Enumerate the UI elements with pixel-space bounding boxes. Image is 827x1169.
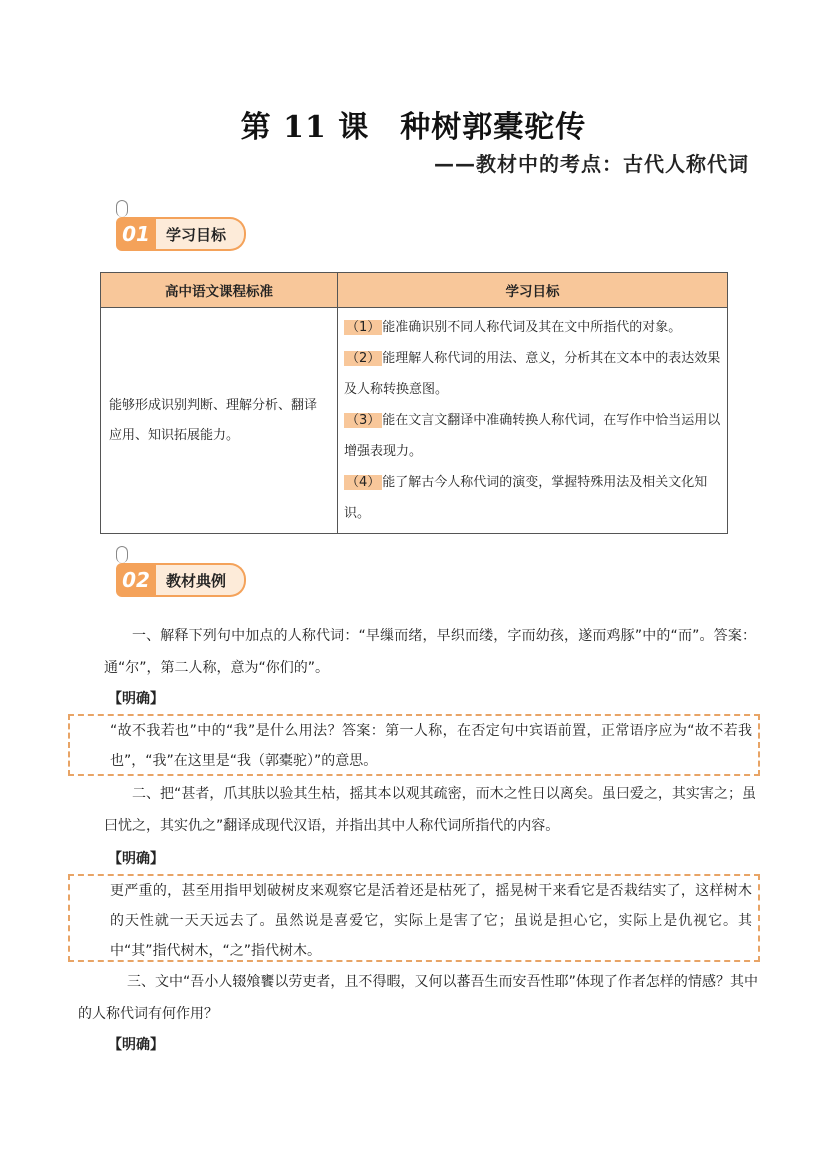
answer-text-2: 更严重的，甚至用指甲划破树皮来观察它是活着还是枯死了，摇晃树干来看它是否栽结实了，这样树木的天性就一天天远去了。虽然说是喜爱它，实际上是害了它；虽说是担心它，实际上是仇视它。其中“其”指代树木，“之”指代树木。 (110, 883, 752, 959)
goal-text: 能在文言文翻译中准确转换人称代词，在写作中恰当运用以增强表现力。 (344, 413, 721, 459)
section-label: 教材典例 (156, 563, 246, 597)
goal-item (344, 343, 721, 405)
answer-label: 【明确】 (108, 691, 164, 707)
page-title: 第 11 课 种树郭橐驼传 (240, 110, 587, 145)
paperclip-icon (116, 546, 128, 563)
table-header-goals: 学习目标 (338, 273, 728, 308)
goal-number: （3） (346, 413, 381, 428)
answer-box-2 (68, 874, 760, 962)
goal-item (344, 405, 721, 467)
goal-number: （2） (346, 351, 381, 366)
table-header-standard: 高中语文课程标准 (101, 273, 338, 308)
goals-table (100, 272, 728, 534)
answer-label: 【明确】 (108, 1037, 164, 1053)
section-label: 学习目标 (156, 217, 246, 251)
goal-item (344, 467, 721, 529)
goal-number: （4） (346, 475, 381, 490)
answer-box-1 (68, 714, 760, 776)
section-badge-goals (116, 214, 246, 254)
goal-text: 能准确识别不同人称代词及其在文中所指代的对象。 (382, 320, 682, 335)
standard-cell: 能够形成识别判断、理解分析、翻译应用、知识拓展能力。 (101, 308, 338, 534)
section-number: 02 (116, 563, 156, 597)
section-number: 01 (116, 217, 156, 251)
goal-text: 能理解人称代词的用法、意义，分析其在文本中的表达效果及人称转换意图。 (344, 351, 721, 397)
question-3: 三、文中“吾小人辍飧饔以劳吏者，且不得暇，又何以蕃吾生而安吾性耶”体现了作者怎样的情感？其中的人称代词有何作用？ (78, 974, 758, 1022)
paperclip-icon (116, 200, 128, 217)
section-badge-examples (116, 560, 246, 600)
goal-item (344, 312, 721, 343)
goal-number: （1） (346, 320, 381, 335)
answer-label: 【明确】 (108, 851, 164, 867)
question-2: 二、把“甚者，爪其肤以验其生枯，摇其本以观其疏密，而木之性日以离矣。虽曰爱之，其实害之；虽曰忧之，其实仇之”翻译成现代汉语，并指出其中人称代词所指代的内容。 (104, 786, 756, 834)
page-subtitle: ——教材中的考点：古代人称代词 (434, 152, 749, 176)
answer-text-1: “故不我若也”中的“我”是什么用法？答案：第一人称，在否定句中宾语前置，正常语序应为“故不若我也”，“我”在这里是“我（郭橐驼）”的意思。 (110, 723, 752, 769)
goal-text: 能了解古今人称代词的演变，掌握特殊用法及相关文化知识。 (344, 475, 708, 521)
goals-cell (338, 308, 728, 534)
question-1: 一、解释下列句中加点的人称代词：“早缫而绪，早织而缕，字而幼孩，遂而鸡豚”中的“而”。答案：通“尔”，第二人称，意为“你们的”。 (104, 628, 756, 676)
